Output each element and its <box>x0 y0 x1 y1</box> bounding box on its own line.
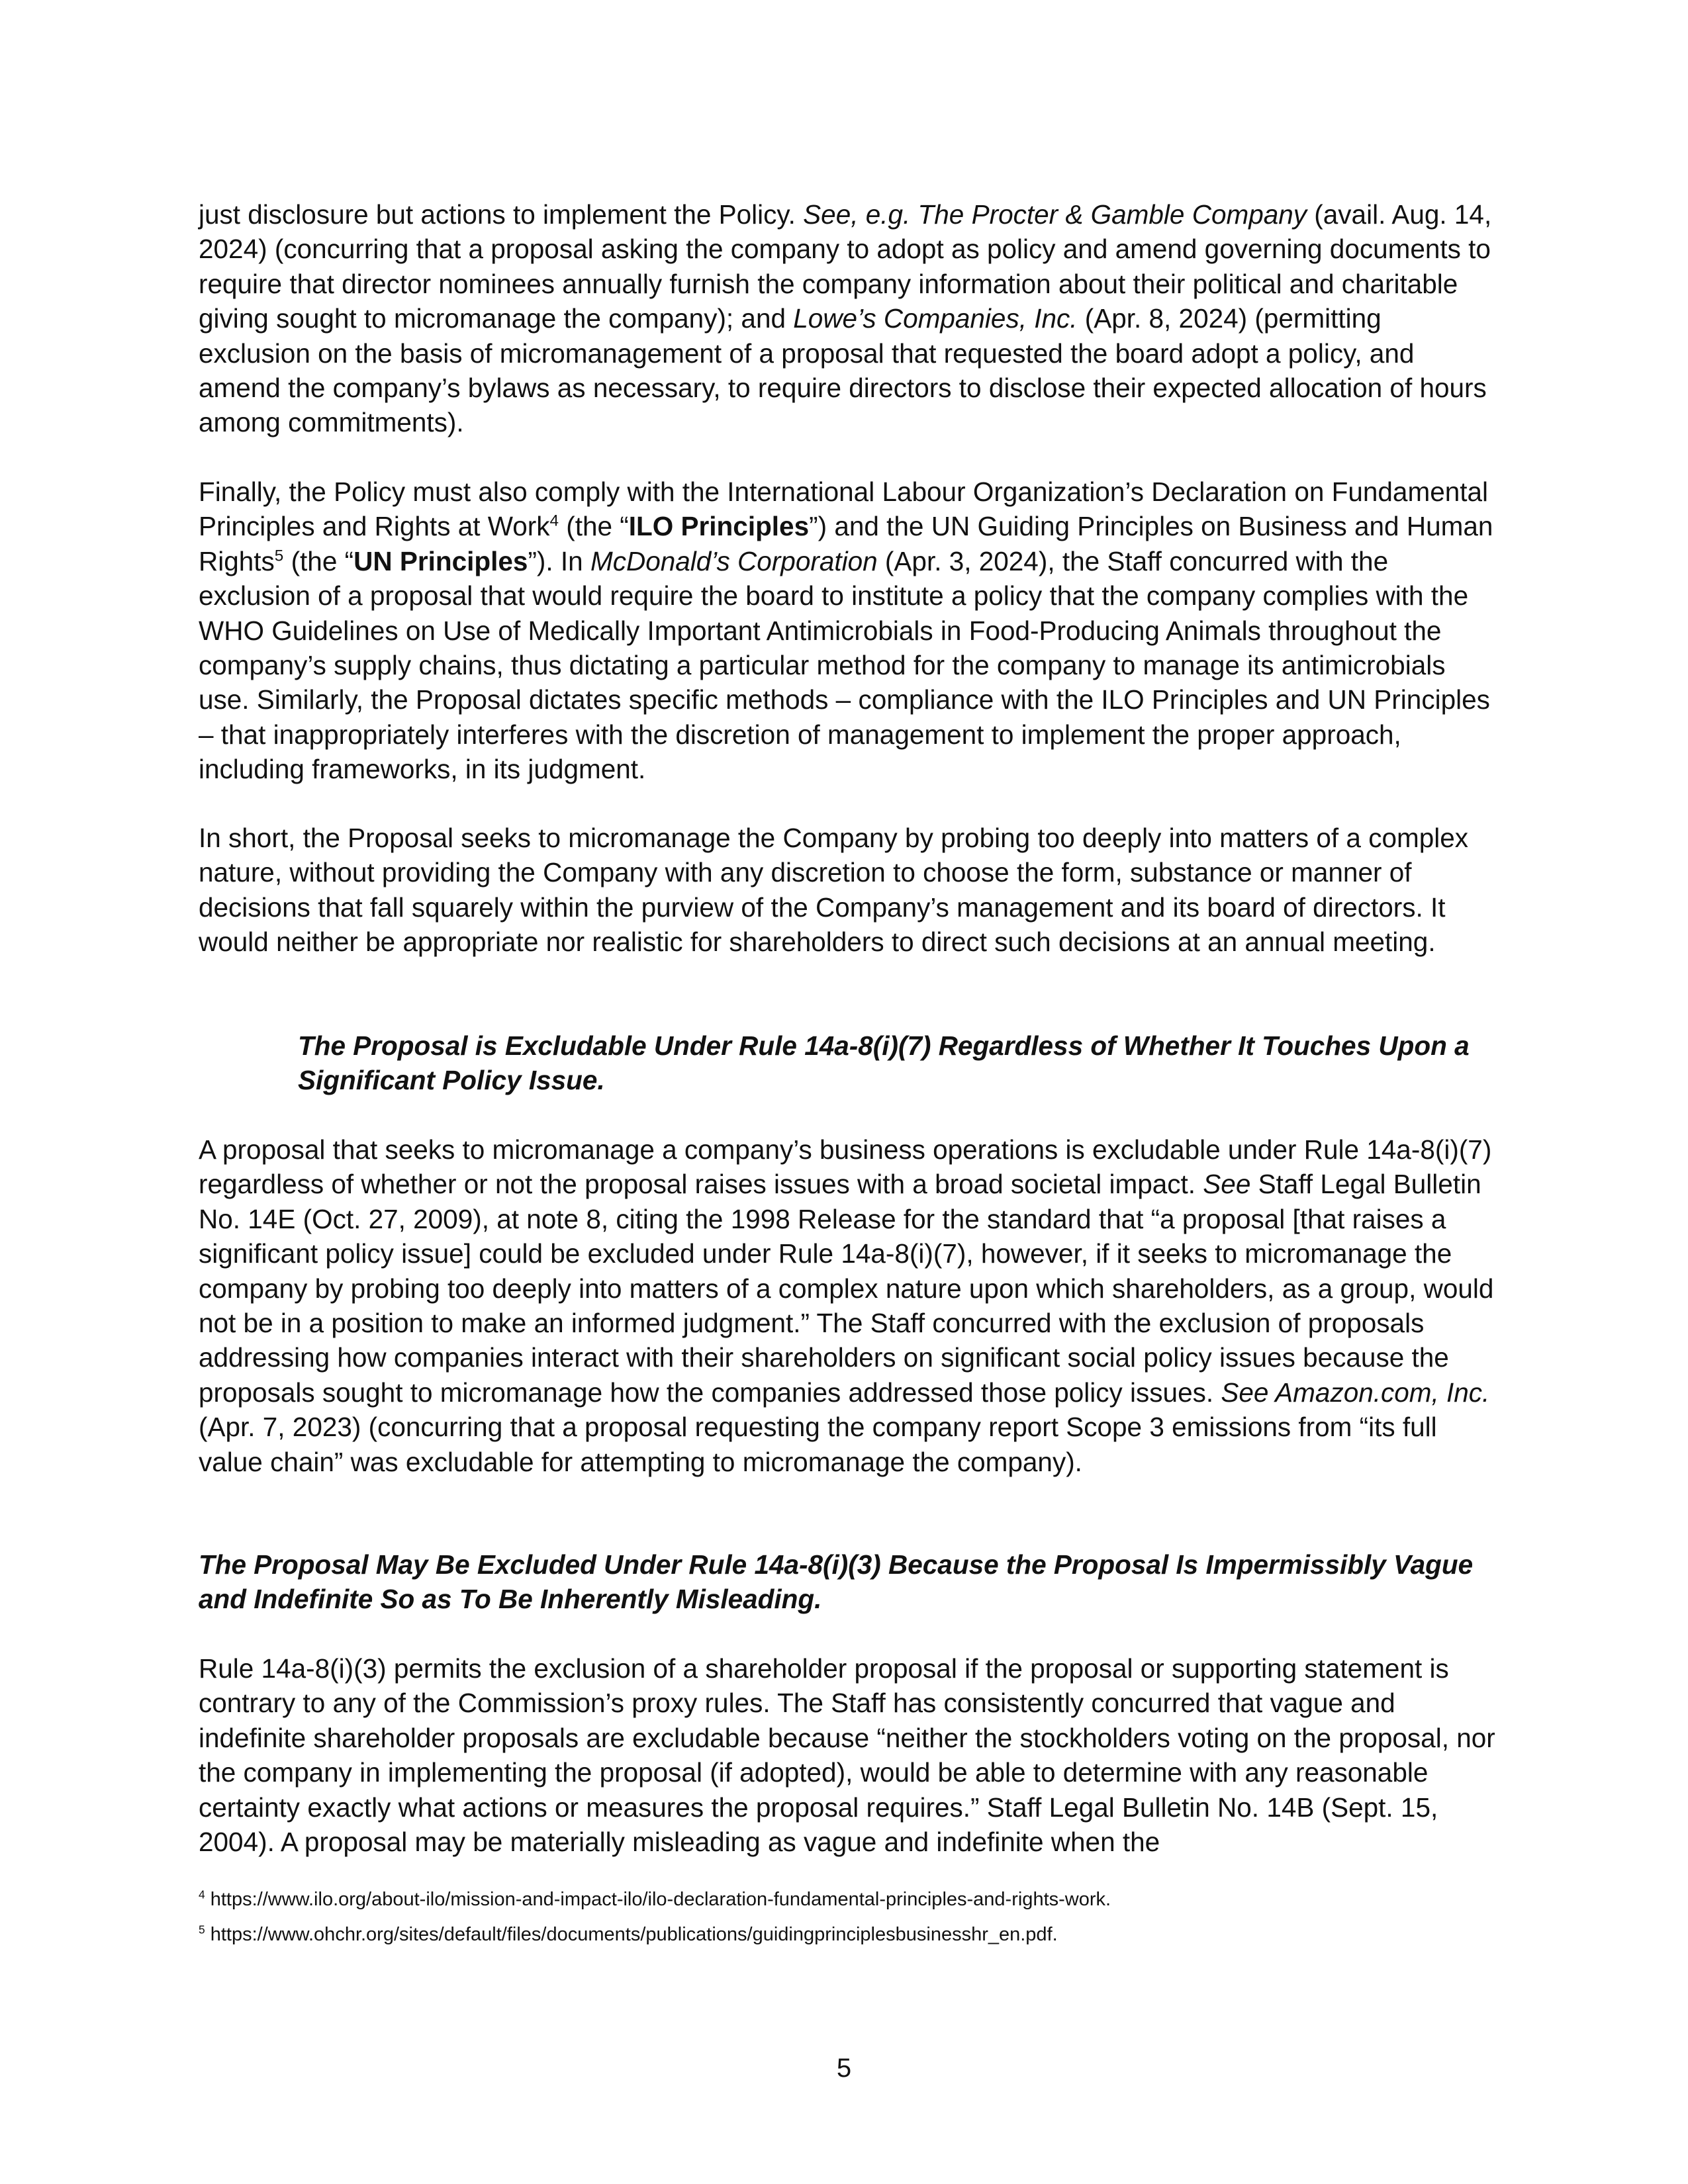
defined-term: ILO Principles <box>628 511 810 542</box>
paragraph-micromanage-regardless <box>199 1132 1496 1479</box>
paragraph-text: (avail. Aug. 14, 2024) (concurring that a proposal asking the company to adopt as policy and amend governing documents to require that director nominees annually furnish the company information about their political and charitable giving sought to micromanage the company); and <box>199 199 1492 334</box>
case-citation: Lowe’s Companies, Inc. <box>793 303 1078 334</box>
paragraph-text: (the “ <box>559 511 629 542</box>
section-heading-significant-policy: The Proposal is Excludable Under Rule 14a-8(i)(7) Regardless of Whether It Touches Upon a Significant Policy Issue. <box>298 1030 1470 1096</box>
paragraph-text: (the “ <box>283 545 354 576</box>
defined-term: UN Principles <box>353 545 528 576</box>
case-citation: See Amazon.com, Inc. <box>1221 1377 1490 1408</box>
footnote-5 <box>199 1923 1496 1946</box>
paragraph-text: (Apr. 3, 2024), the Staff concurred with the exclusion of a proposal that would require the board to institute a policy that the company complies with the WHO Guidelines on Use of Medically Important Antimicrobials in Food-Producing Animals throughout the company’s supply chains, thus dictating a particular method for the company to manage its antimicrobials use. Similarly, the Proposal dictates specific methods – compliance with the ILO Principles and UN Principles – that inappropriately interferes with the discretion of management to implement the proper approach, including frameworks, in its judgment. <box>199 545 1490 785</box>
section-heading-vague-indefinite: The Proposal May Be Excluded Under Rule 14a-8(i)(3) Because the Proposal Is Impermissibly Vague and Indefinite So as To Be Inherently Misleading. <box>199 1549 1474 1615</box>
paragraph-ilo-un-principles <box>199 475 1496 787</box>
paragraph-rule-14a-8-i-3: Rule 14a-8(i)(3) permits the exclusion of a shareholder proposal if the proposal or supporting statement is contrary to any of the Commission’s proxy rules. The Staff has consistently concurred that vague and indefinite shareholder proposals are excludable because “neither the stockholders voting on the proposal, nor the company in implementing the proposal (if adopted), would be able to determine with any reasonable certainty exactly what actions or measures the proposal requires.” Staff Legal Bulletin No. 14B (Sept. 15, 2004). A proposal may be materially misleading as vague and indefinite when the <box>199 1653 1495 1858</box>
footnote-url: https://www.ilo.org/about-ilo/mission-and-impact-ilo/ilo-declaration-fundamental-principles-and-rights-work. <box>205 1889 1111 1910</box>
page-number: 5 <box>836 2054 852 2083</box>
paragraph-in-short: In short, the Proposal seeks to micromanage the Company by probing too deeply into matters of a complex nature, without providing the Company with any discretion to choose the form, substance or manner of decisions that fall squarely within the purview of the Company’s management and its board of directors. It would neither be appropriate nor realistic for shareholders to direct such decisions at an annual meeting. <box>199 823 1469 958</box>
footnote-number: 4 <box>199 1888 205 1901</box>
paragraph-text: ”) and the UN Guiding Principles on Business and Human Rights <box>199 511 1493 576</box>
paragraph-text: (Apr. 7, 2023) (concurring that a proposal requesting the company report Scope 3 emissions from “its full value chain” was excludable for attempting to micromanage the company). <box>199 1412 1437 1477</box>
footnote-url: https://www.ohchr.org/sites/default/files/documents/publications/guidingprinciplesbusinesshr_en.pdf. <box>205 1924 1058 1945</box>
footnote-4 <box>199 1888 1496 1911</box>
footnote-reference: 5 <box>274 547 284 565</box>
signal-word: See <box>1203 1169 1251 1200</box>
footnote-number: 5 <box>199 1923 205 1936</box>
case-citation: See, e.g. The Procter & Gamble Company <box>803 199 1307 230</box>
paragraph-text: A proposal that seeks to micromanage a company’s business operations is excludable under Rule 14a-8(i)(7) regardless of whether or not the proposal raises issues with a broad societal impact. <box>199 1134 1492 1200</box>
paragraph-policy-implementation <box>199 197 1496 440</box>
paragraph-text: just disclosure but actions to implement the Policy. <box>199 199 804 230</box>
footnote-reference: 4 <box>549 512 559 530</box>
paragraph-text: Staff Legal Bulletin No. 14E (Oct. 27, 2009), at note 8, citing the 1998 Release for the standard that “a proposal [that raises a significant policy issue] could be excluded under Rule 14a-8(i)(7), however, if it seeks to micromanage the company by probing too deeply into matters of a complex nature upon which shareholders, as a group, would not be in a position to make an informed judgment.” The Staff concurred with the exclusion of proposals addressing how companies interact with their shareholders on significant social policy issues because the proposals sought to micromanage how the companies addressed those policy issues. <box>199 1169 1494 1408</box>
case-citation: McDonald’s Corporation <box>590 545 878 576</box>
paragraph-text: Finally, the Policy must also comply with the International Labour Organization’s Declaration on Fundamental Principles and Rights at Work <box>199 477 1489 542</box>
paragraph-text: ”). In <box>528 545 590 576</box>
paragraph-text: (Apr. 8, 2024) (permitting exclusion on the basis of micromanagement of a proposal that requested the board adopt a policy, and amend the company’s bylaws as necessary, to require directors to disclose their expected allocation of hours among commitments). <box>199 303 1487 438</box>
